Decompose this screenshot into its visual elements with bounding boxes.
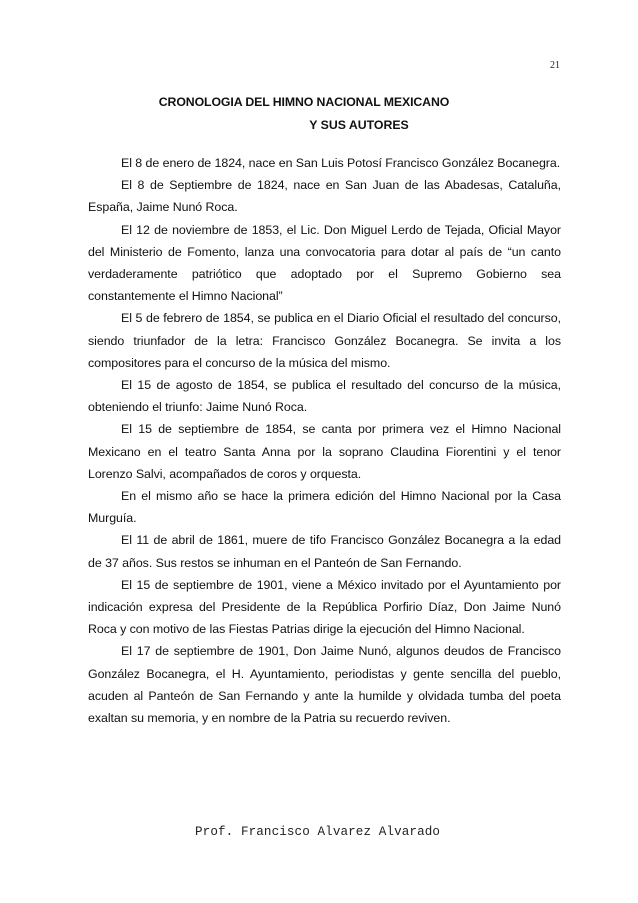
paragraph: El 15 de septiembre de 1901, viene a México invitado por el Ayuntamiento por indicación expresa del Presidente de la República Porfirio Díaz, Don Jaime Nunó Roca y con motivo de las Fiestas Patrias dirige la ejecución del Himno Nacional.	[88, 577, 561, 637]
paragraph: El 8 de Septiembre de 1824, nace en San Juan de las Abadesas, Cataluña, España, Jaime Nunó Roca.	[88, 178, 561, 215]
paragraph: El 8 de enero de 1824, nace en San Luis Potosí Francisco González Bocanegra.	[121, 156, 561, 170]
paragraph: El 11 de abril de 1861, muere de tifo Francisco González Bocanegra a la edad de 37 años. Sus restos se inhuman en el Panteón de San Fernando.	[88, 533, 561, 570]
paragraph: El 17 de septiembre de 1901, Don Jaime Nunó, algunos deudos de Francisco González Bocanegra, el H. Ayuntamiento, periodistas y gente sencilla del pueblo, acuden al Panteón de San Fernando y ante la humilde y olvidada tumba del poeta exaltan su memoria, y en nombre de la Patria su recuerdo reviven.	[88, 644, 561, 726]
paragraph: El 15 de agosto de 1854, se publica el resultado del concurso de la música, obteniendo el triunfo: Jaime Nunó Roca.	[88, 378, 561, 415]
paragraph: En el mismo año se hace la primera edición del Himno Nacional por la Casa Murguía.	[88, 489, 561, 526]
body-text	[88, 152, 561, 729]
document-title: CRONOLOGIA DEL HIMNO NACIONAL MEXICANO	[158, 95, 450, 109]
paragraph: El 15 de septiembre de 1854, se canta por primera vez el Himno Nacional Mexicano en el teatro Santa Anna por la soprano Claudina Fiorentini y el tenor Lorenzo Salvi, acompañados de coros y orquesta.	[88, 422, 561, 481]
paragraph: El 5 de febrero de 1854, se publica en el Diario Oficial el resultado del concurso, siendo triunfador de la letra: Francisco González Bocanegra. Se invita a los compositores para el concurso de la música del mismo.	[88, 311, 561, 370]
document-subtitle: Y SUS AUTORES	[309, 118, 409, 132]
paragraph: El 12 de noviembre de 1853, el Lic. Don Miguel Lerdo de Tejada, Oficial Mayor del Ministerio de Fomento, lanza una convocatoria para dotar al país de “un canto verdaderamente patriótico que adoptado por el Supremo Gobierno sea constantemente el Himno Nacional”	[88, 222, 561, 304]
page-footer: Prof. Francisco Alvarez Alvarado	[195, 825, 441, 839]
page-number: 21	[550, 60, 560, 71]
